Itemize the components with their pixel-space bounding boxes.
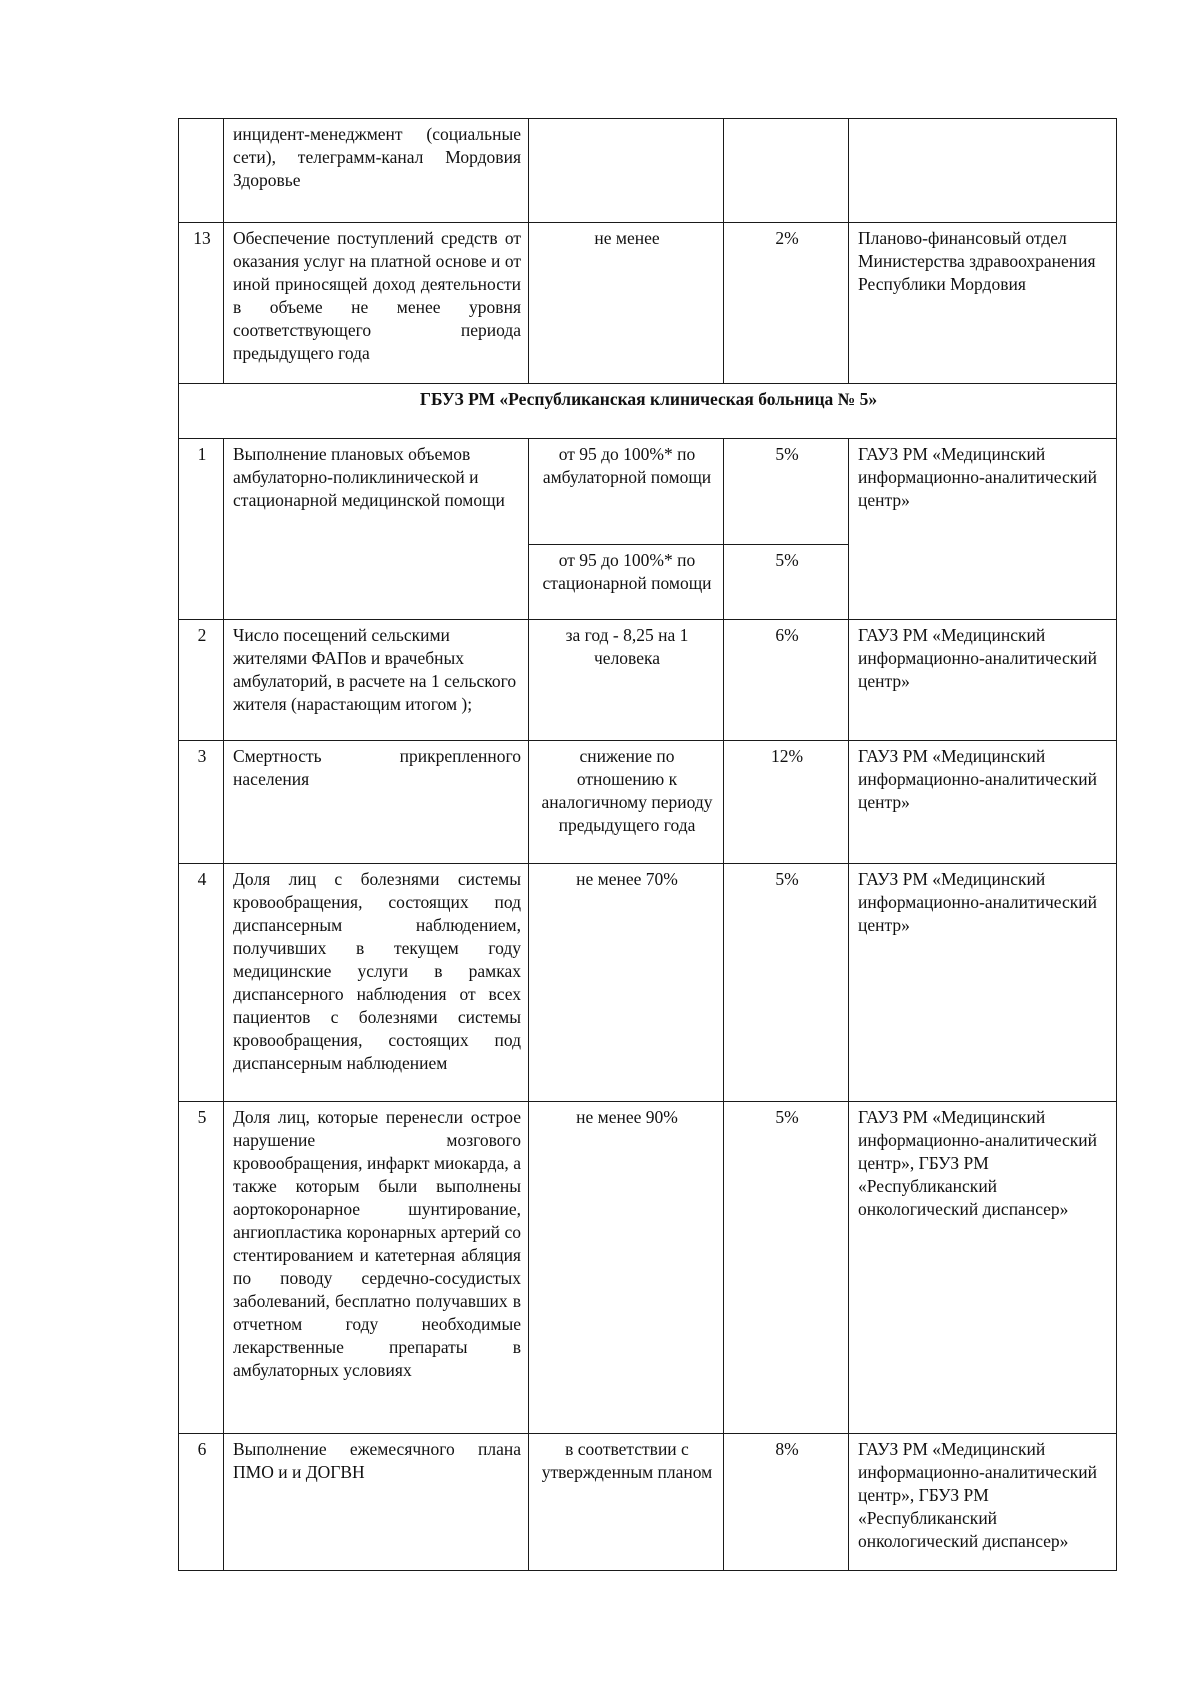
- value-cell: снижение по отношению к аналогичному периоду предыдущего года: [529, 741, 724, 864]
- percent-cell: 5%: [724, 439, 849, 545]
- criterion-cell: Смертность прикрепленного населения: [224, 741, 529, 864]
- row-number-cell: 1: [179, 439, 224, 620]
- value-cell: не менее: [529, 223, 724, 384]
- source-cell: ГАУЗ РМ «Медицинский информационно-аналитический центр»: [849, 439, 1117, 620]
- source-cell: [849, 119, 1117, 223]
- row-number-cell: [179, 119, 224, 223]
- source-cell: ГАУЗ РМ «Медицинский информационно-аналитический центр»: [849, 741, 1117, 864]
- percent-cell: 5%: [724, 545, 849, 620]
- value-cell: в соответствии с утвержденным планом: [529, 1434, 724, 1571]
- percent-cell: 5%: [724, 864, 849, 1102]
- percent-cell: 6%: [724, 620, 849, 741]
- table-row: [179, 741, 1117, 864]
- value-cell: не менее 70%: [529, 864, 724, 1102]
- row-number-cell: 3: [179, 741, 224, 864]
- value-cell: от 95 до 100%* по амбулаторной помощи: [529, 439, 724, 545]
- source-cell: Планово-финансовый отдел Министерства здравоохранения Республики Мордовия: [849, 223, 1117, 384]
- source-cell: ГАУЗ РМ «Медицинский информационно-аналитический центр»: [849, 864, 1117, 1102]
- table-row: [179, 1102, 1117, 1434]
- value-cell: от 95 до 100%* по стационарной помощи: [529, 545, 724, 620]
- value-cell: [529, 119, 724, 223]
- section-title: ГБУЗ РМ «Республиканская клиническая больница № 5»: [179, 384, 1117, 439]
- percent-cell: 5%: [724, 1102, 849, 1434]
- source-cell: ГАУЗ РМ «Медицинский информационно-аналитический центр», ГБУЗ РМ «Республиканский онкологический диспансер»: [849, 1102, 1117, 1434]
- percent-cell: 8%: [724, 1434, 849, 1571]
- row-number-cell: 5: [179, 1102, 224, 1434]
- criterion-cell: Доля лиц, которые перенесли острое нарушение мозгового кровообращения, инфаркт миокарда, а также которым были выполнены аортокоронарное шунтирование, ангиопластика коронарных артерий со стентированием и катетерная абляция по поводу сердечно-сосудистых заболеваний, бесплатно получавших в отчетном году необходимые лекарственные препараты в амбулаторных условиях: [224, 1102, 529, 1434]
- table-row: [179, 864, 1117, 1102]
- criteria-table: [178, 118, 1117, 1571]
- row-number-cell: 4: [179, 864, 224, 1102]
- criterion-cell: инцидент-менеджмент (социальные сети), телеграмм-канал Мордовия Здоровье: [224, 119, 529, 223]
- table-row: [179, 1434, 1117, 1571]
- source-cell: ГАУЗ РМ «Медицинский информационно-аналитический центр»: [849, 620, 1117, 741]
- value-cell: за год - 8,25 на 1 человека: [529, 620, 724, 741]
- criterion-cell: Выполнение плановых объемов амбулаторно-поликлинической и стационарной медицинской помощи: [224, 439, 529, 620]
- percent-cell: [724, 119, 849, 223]
- table-row: [179, 439, 1117, 545]
- row-number-cell: 2: [179, 620, 224, 741]
- table-row: [179, 620, 1117, 741]
- section-row: [179, 384, 1117, 439]
- criterion-cell: Выполнение ежемесячного плана ПМО и и ДОГВН: [224, 1434, 529, 1571]
- source-cell: ГАУЗ РМ «Медицинский информационно-аналитический центр», ГБУЗ РМ «Республиканский онкологический диспансер»: [849, 1434, 1117, 1571]
- table-row: [179, 223, 1117, 384]
- value-cell: не менее 90%: [529, 1102, 724, 1434]
- criterion-cell: Обеспечение поступлений средств от оказания услуг на платной основе и от иной приносящей доход деятельности в объеме не менее уровня соответствующего периода предыдущего года: [224, 223, 529, 384]
- row-number-cell: 13: [179, 223, 224, 384]
- row-number-cell: 6: [179, 1434, 224, 1571]
- percent-cell: 2%: [724, 223, 849, 384]
- table-row: [179, 119, 1117, 223]
- percent-cell: 12%: [724, 741, 849, 864]
- criterion-cell: Доля лиц с болезнями системы кровообращения, состоящих под диспансерным наблюдением, получивших в текущем году медицинские услуги в рамках диспансерного наблюдения от всех пациентов с болезнями системы кровообращения, состоящих под диспансерным наблюдением: [224, 864, 529, 1102]
- criterion-cell: Число посещений сельскими жителями ФАПов и врачебных амбулаторий, в расчете на 1 сельского жителя (нарастающим итогом );: [224, 620, 529, 741]
